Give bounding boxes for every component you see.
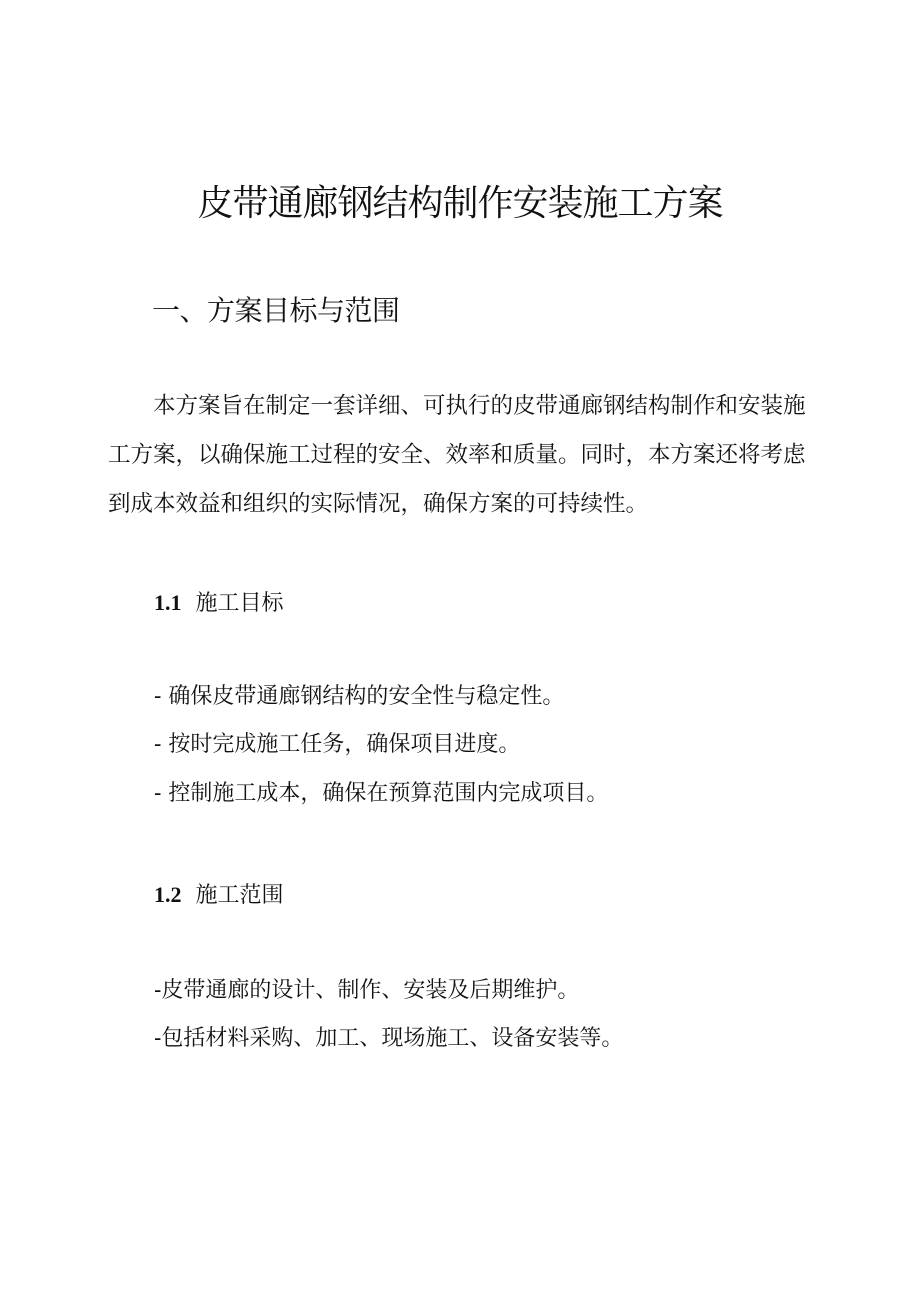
list-item: - 按时完成施工任务，确保项目进度。 bbox=[154, 732, 521, 757]
list-item: -皮带通廊的设计、制作、安装及后期维护。 bbox=[154, 978, 580, 1003]
subsection-title: 施工范围 bbox=[195, 883, 284, 908]
intro-paragraph: 本方案旨在制定一套详细、可执行的皮带通廊钢结构制作和安装施工方案，以确保施工过程的安全、效率和质量。同时，本方案还将考虑到成本效益和组织的实际情况，确保方案的可持续性。 bbox=[108, 393, 806, 517]
subsection-number: 1.1 bbox=[154, 590, 182, 615]
subsection-number: 1.2 bbox=[154, 882, 182, 907]
document-title: 皮带通廊钢结构制作安装施工方案 bbox=[197, 183, 723, 224]
subsection-heading-1-1 bbox=[154, 586, 284, 621]
subsection-heading-1-2 bbox=[154, 878, 284, 913]
subsection-title: 施工目标 bbox=[195, 591, 284, 616]
list-item: -包括材料采购、加工、现场施工、设备安装等。 bbox=[154, 1026, 624, 1051]
section-heading: 一、方案目标与范围 bbox=[152, 294, 400, 327]
list-item: - 确保皮带通廊钢结构的安全性与稳定性。 bbox=[154, 684, 565, 709]
list-item: - 控制施工成本，确保在预算范围内完成项目。 bbox=[154, 781, 609, 806]
